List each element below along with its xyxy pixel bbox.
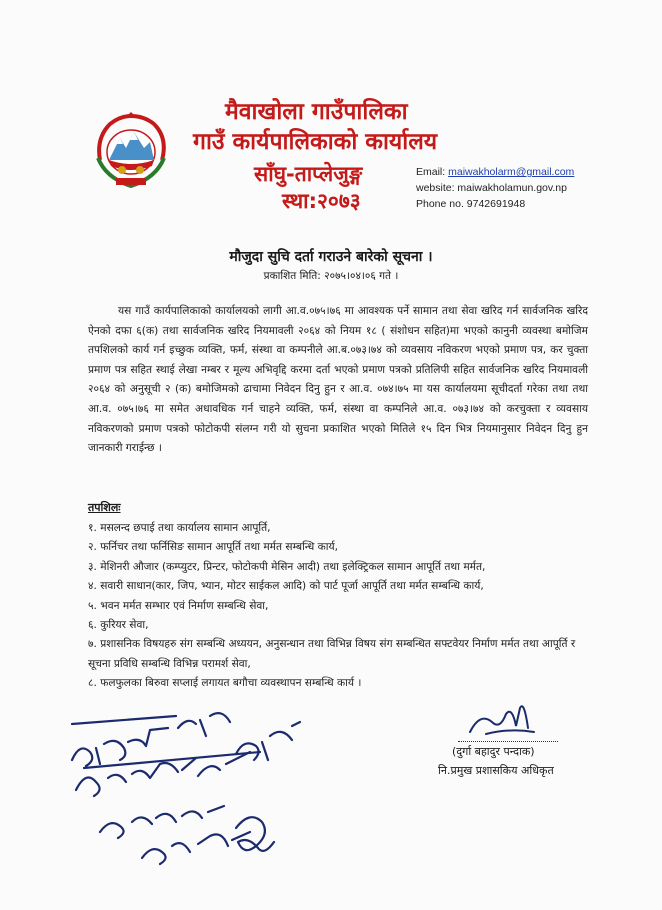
list-item: ३. मेशिनरी औजार (कम्प्युटर, प्रिन्टर, फोटोकपी मेसिन आदी) तथा इलेक्ट्रिकल सामान आपूर्ति तथा मर्मत, <box>88 560 486 573</box>
header-established: स्था:२०७३ <box>282 189 361 213</box>
details-heading: तपशिलः <box>88 501 121 514</box>
website-text: website: maiwakholamun.gov.np <box>416 182 567 194</box>
signatory-name: (दुर्गा बहादुर पन्दाक) <box>452 745 535 758</box>
header-office-name: गाउँ कार्यपालिकाको कार्यालय <box>193 129 438 155</box>
list-item: ७. प्रशासनिक विषयहरु संग सम्बन्धि अध्ययन, अनुसन्धान तथा विभिन्न विषय संग सम्बन्धित सफ्टवेयर निर्माण मर्मत तथा आपूर्ति र सूचना प्रविधि सम्बन्धि विभिन्न परामर्श सेवा, <box>88 638 576 670</box>
email-link[interactable]: maiwakholarm@gmail.com <box>448 166 575 178</box>
email-label: Email: <box>416 166 446 178</box>
notice-body: यस गाउँ कार्यपालिकाको कार्यालयको लागी आ.व.०७५।७६ मा आवश्यक पर्ने सामान तथा सेवा खरिद गर्न सार्वजनिक खरिद ऐनको दफा ६(क) तथा सार्वजनिक खरिद नियमावली २०६४ को नियम १८ ( संशोधन सहित)मा भएको कानुनी व्यवस्था बमोजिम तपशिलको कार्य गर्न इच्छुक व्यक्ति, फर्म, संस्था वा कम्पनीले आ.ब.०७३।७४ को व्यवसाय नविकरण भएको प्रमाण पत्र, कर चुक्ता प्रमाण पत्र सहित स्थाई लेखा नम्बर र मूल्य अभिवृद्दि करमा दर्ता भएको प्रमाण पत्रको प्रतिलिपी सहित सार्वजनिक खरिद नियमावली २०६४ को अनुसूची २ (क) बमोजिमको ढाचामा निवेदन दिनु हुन र आ.व. ०७४।७५ मा यस कार्यालयमा सूचीदर्ता गरेका तथा तथा आ.व. ०७५।७६ मा समेत अधावधिक गर्न चाहने व्यक्ति, फर्म, संस्था वा कम्पनिले आ.व. ०७३।७४ को करचुक्ता र व्यवसाय नविकरणको प्रमाण पत्रको फोटोकपी संलग्न गरी यो सुचना प्रकाशित भएको मितिले १५ दिन भित्र नियमानुसार निवेदन दिनु हुन जानकारी गराईन्छ । <box>88 305 588 455</box>
phone-text: Phone no. 9742691948 <box>416 198 526 210</box>
list-item: ६. कुरियर सेवा, <box>88 619 149 632</box>
contact-block <box>416 164 574 212</box>
list-item: ५. भवन मर्मत सम्भार एवं निर्माण सम्बन्धि सेवा, <box>88 599 269 612</box>
header-location: साँघु-ताप्लेजुङ्ग <box>254 162 363 186</box>
publish-date: प्रकाशित मिति: २०७५।०४।०६ गते । <box>263 270 399 282</box>
municipality-emblem <box>92 108 170 192</box>
header-municipality-name: मैवाखोला गाउँपालिका <box>225 99 408 125</box>
signatory-post: नि.प्रमुख प्रशासकिय अधिकृत <box>438 764 554 777</box>
list-item: १. मसलन्द छपाई तथा कार्यालय सामान आपूर्ति, <box>88 522 271 534</box>
list-item: ८. फलफुलका बिरुवा सप्लाई लगायत बगौचा व्यवस्थापन सम्बन्धि कार्य । <box>88 677 362 690</box>
list-item: ४. सवारी साधान(कार, जिप, भ्यान, मोटर साईकल आदि) को पार्ट पूर्जा आपूर्ति तथा मर्मत सम्बन्धि कार्य, <box>88 580 484 593</box>
signature-line <box>458 741 558 742</box>
details-list <box>88 519 593 694</box>
list-item: २. फर्निचर तथा फर्निसिङ सामान आपूर्ति तथा मर्मत सम्बन्धि कार्य, <box>88 541 339 554</box>
notice-title: मौजुदा सुचि दर्ता गराउने बारेको सूचना । <box>229 249 433 265</box>
